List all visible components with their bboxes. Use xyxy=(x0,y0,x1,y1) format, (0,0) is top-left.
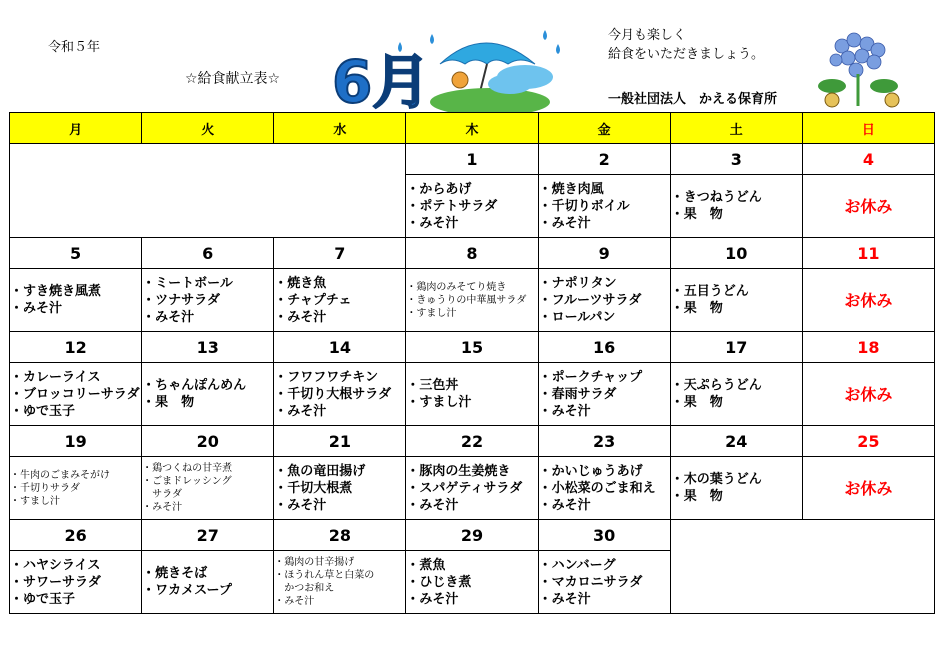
menu-item: ・みそ汁 xyxy=(142,309,195,325)
menu-cell xyxy=(274,269,406,332)
menu-cell xyxy=(10,269,142,332)
menu-item: ・焼きそば xyxy=(142,566,208,581)
menu-item: ・ゆで玉子 xyxy=(10,591,76,607)
menu-cell xyxy=(142,551,274,614)
date-row xyxy=(10,238,935,269)
menu-item: ・三色丼 xyxy=(406,378,459,393)
menu-calendar xyxy=(9,112,935,614)
menu-row xyxy=(10,457,935,520)
menu-item: ・みそ汁 xyxy=(538,215,591,231)
menu-item: ・ミートボール xyxy=(142,275,233,291)
greeting-line-2: 給食をいただきましょう。 xyxy=(608,47,765,62)
closed-label xyxy=(802,269,934,332)
day-number: 28 xyxy=(274,520,406,551)
menu-item: ・すまし汁 xyxy=(406,395,472,410)
day-number: 4 xyxy=(802,144,934,175)
closed-label xyxy=(802,175,934,238)
menu-item: ・みそ汁 xyxy=(274,497,327,513)
menu-item: ・みそ汁 xyxy=(538,403,591,419)
menu-item: ・みそ汁 xyxy=(274,403,327,419)
menu-cell xyxy=(406,457,538,520)
menu-title: ☆給食献立表☆ xyxy=(185,71,281,87)
menu-row xyxy=(10,363,935,426)
menu-item: ・みそ汁 xyxy=(406,215,459,231)
menu-item: ・フルーツサラダ xyxy=(538,292,642,308)
menu-cell xyxy=(142,457,274,520)
menu-item: お休み xyxy=(844,478,893,498)
menu-item: ・果 物 xyxy=(670,489,723,504)
menu-item: ・小松菜のごま和え xyxy=(538,480,656,496)
menu-item: ・ひじき煮 xyxy=(406,574,472,590)
organization-name: 一般社団法人 かえる保育所 xyxy=(608,92,778,107)
date-row xyxy=(10,520,935,551)
day-number: 18 xyxy=(802,332,934,363)
menu-item: ・みそ汁 xyxy=(406,591,459,607)
menu-item: かつお和え xyxy=(274,583,335,594)
menu-item: ・ポテトサラダ xyxy=(406,198,498,214)
menu-item: ・果 物 xyxy=(670,207,723,222)
menu-item: ・ちゃんぽんめん xyxy=(142,378,247,393)
day-number: 10 xyxy=(670,238,802,269)
menu-cell xyxy=(538,175,670,238)
menu-item: ・ワカメスープ xyxy=(142,583,232,598)
cloud-icon xyxy=(488,65,553,94)
umbrella-icon xyxy=(440,43,535,64)
hydrangea-icon xyxy=(812,26,912,112)
day-number: 8 xyxy=(406,238,538,269)
day-number: 3 xyxy=(670,144,802,175)
day-number: 20 xyxy=(142,426,274,457)
menu-item: ・きゅうりの中華風サラダ xyxy=(406,294,527,306)
date-row xyxy=(10,144,935,175)
menu-item: ・みそ汁 xyxy=(274,596,315,607)
menu-item: ・ポークチャップ xyxy=(538,369,643,385)
menu-row xyxy=(10,269,935,332)
menu-item: ・みそ汁 xyxy=(406,497,459,513)
menu-item: ・スパゲティサラダ xyxy=(406,480,523,496)
menu-item: ・きつねうどん xyxy=(670,190,762,205)
day-number: 21 xyxy=(274,426,406,457)
menu-item: ・木の葉うどん xyxy=(670,472,762,487)
menu-item: ・サワーサラダ xyxy=(10,574,101,590)
menu-cell xyxy=(538,457,670,520)
menu-item: ・ごまドレッシング xyxy=(142,476,232,487)
weekday-header: 木 xyxy=(406,113,538,144)
menu-item: ・ブロッコリーサラダ xyxy=(10,386,140,402)
day-number: 2 xyxy=(538,144,670,175)
menu-cell xyxy=(274,363,406,426)
menu-item: ・マカロニサラダ xyxy=(538,574,643,590)
day-number: 26 xyxy=(10,520,142,551)
menu-cell xyxy=(274,551,406,614)
snail-icon xyxy=(452,72,468,88)
day-number: 16 xyxy=(538,332,670,363)
day-number: 12 xyxy=(10,332,142,363)
day-number: 15 xyxy=(406,332,538,363)
empty-cell xyxy=(670,520,934,614)
menu-item: ・ナポリタン xyxy=(538,275,617,291)
menu-item: ・すまし汁 xyxy=(406,307,457,319)
menu-item: ・フワフワチキン xyxy=(274,369,379,385)
menu-cell xyxy=(538,551,670,614)
menu-item: ・鶏つくねの甘辛煮 xyxy=(142,463,233,474)
day-number: 25 xyxy=(802,426,934,457)
menu-item: ・みそ汁 xyxy=(274,309,327,325)
menu-item: ・ほうれん草と白菜の xyxy=(274,570,375,581)
greeting xyxy=(608,26,764,64)
closed-label xyxy=(802,363,934,426)
day-number: 23 xyxy=(538,426,670,457)
menu-cell xyxy=(406,551,538,614)
menu-item: ・からあげ xyxy=(406,181,472,197)
day-number: 19 xyxy=(10,426,142,457)
day-number: 24 xyxy=(670,426,802,457)
menu-cell xyxy=(406,363,538,426)
menu-item: ・天ぷらうどん xyxy=(670,378,762,393)
menu-item: ・五目うどん xyxy=(670,284,749,299)
weekday-header: 火 xyxy=(142,113,274,144)
menu-item: ・チャプチェ xyxy=(274,292,352,308)
weekday-header: 月 xyxy=(10,113,142,144)
menu-item: ・ツナサラダ xyxy=(142,292,221,308)
menu-cell xyxy=(10,551,142,614)
menu-item: ・煮魚 xyxy=(406,557,446,573)
day-number: 22 xyxy=(406,426,538,457)
month-label: 6月 xyxy=(332,48,431,112)
weekday-header: 日 xyxy=(802,113,934,144)
menu-item: ・みそ汁 xyxy=(142,502,183,513)
month-illustration xyxy=(330,22,580,112)
day-number: 11 xyxy=(802,238,934,269)
menu-item: お休み xyxy=(844,290,893,310)
menu-cell xyxy=(670,457,802,520)
menu-item: ・鶏肉のみそてり焼き xyxy=(406,281,507,293)
menu-item: ・果 物 xyxy=(142,395,195,410)
day-number: 1 xyxy=(406,144,538,175)
menu-cell xyxy=(670,363,802,426)
menu-item: ・すまし汁 xyxy=(10,495,60,507)
menu-item: ・みそ汁 xyxy=(10,301,63,316)
menu-item: ・カレーライス xyxy=(10,369,101,385)
menu-item: お休み xyxy=(844,384,893,404)
day-number: 6 xyxy=(142,238,274,269)
menu-item: ・春雨サラダ xyxy=(538,386,617,402)
day-number: 9 xyxy=(538,238,670,269)
greeting-line-1: 今月も楽しく xyxy=(608,28,687,43)
day-number: 5 xyxy=(10,238,142,269)
date-row xyxy=(10,426,935,457)
day-number: 17 xyxy=(670,332,802,363)
menu-item: ・魚の竜田揚げ xyxy=(274,463,366,479)
era-label: 令和５年 xyxy=(48,40,101,55)
weekday-header: 金 xyxy=(538,113,670,144)
menu-cell xyxy=(538,363,670,426)
menu-item: ・焼き肉風 xyxy=(538,181,604,197)
menu-item: ・焼き魚 xyxy=(274,275,327,291)
menu-cell xyxy=(670,269,802,332)
menu-cell xyxy=(10,363,142,426)
day-number: 30 xyxy=(538,520,670,551)
day-number: 7 xyxy=(274,238,406,269)
menu-item: ・かいじゅうあげ xyxy=(538,463,643,479)
date-row xyxy=(10,332,935,363)
menu-item: ・牛肉のごまみそがけ xyxy=(10,469,110,481)
menu-cell xyxy=(142,363,274,426)
menu-item: ・ゆで玉子 xyxy=(10,403,76,419)
weekday-header: 水 xyxy=(274,113,406,144)
menu-item: ・鶏肉の甘辛揚げ xyxy=(274,557,355,568)
menu-item: ・みそ汁 xyxy=(538,591,591,607)
menu-item: ・豚肉の生姜焼き xyxy=(406,463,511,479)
day-number: 14 xyxy=(274,332,406,363)
day-number: 29 xyxy=(406,520,538,551)
menu-item: ・ハヤシライス xyxy=(10,557,101,573)
menu-item: ・千切りサラダ xyxy=(10,482,80,494)
menu-item: ・千切り大根サラダ xyxy=(274,386,392,402)
menu-item: お休み xyxy=(844,196,893,216)
menu-cell xyxy=(274,457,406,520)
menu-item: ・ハンバーグ xyxy=(538,557,616,573)
menu-item: ・ロールパン xyxy=(538,309,616,325)
menu-cell xyxy=(670,175,802,238)
day-number: 13 xyxy=(142,332,274,363)
menu-item: ・千切りボイル xyxy=(538,198,630,214)
day-number: 27 xyxy=(142,520,274,551)
menu-item: ・みそ汁 xyxy=(538,497,591,513)
weekday-header: 土 xyxy=(670,113,802,144)
menu-item: サラダ xyxy=(142,489,183,500)
empty-cell xyxy=(10,144,406,238)
menu-item: ・果 物 xyxy=(670,301,723,316)
menu-item: ・千切大根煮 xyxy=(274,480,353,496)
menu-item: ・すき焼き風煮 xyxy=(10,284,102,299)
menu-cell xyxy=(538,269,670,332)
menu-item: ・果 物 xyxy=(670,395,723,410)
menu-cell xyxy=(10,457,142,520)
closed-label xyxy=(802,457,934,520)
menu-cell xyxy=(142,269,274,332)
menu-cell xyxy=(406,269,538,332)
menu-cell xyxy=(406,175,538,238)
